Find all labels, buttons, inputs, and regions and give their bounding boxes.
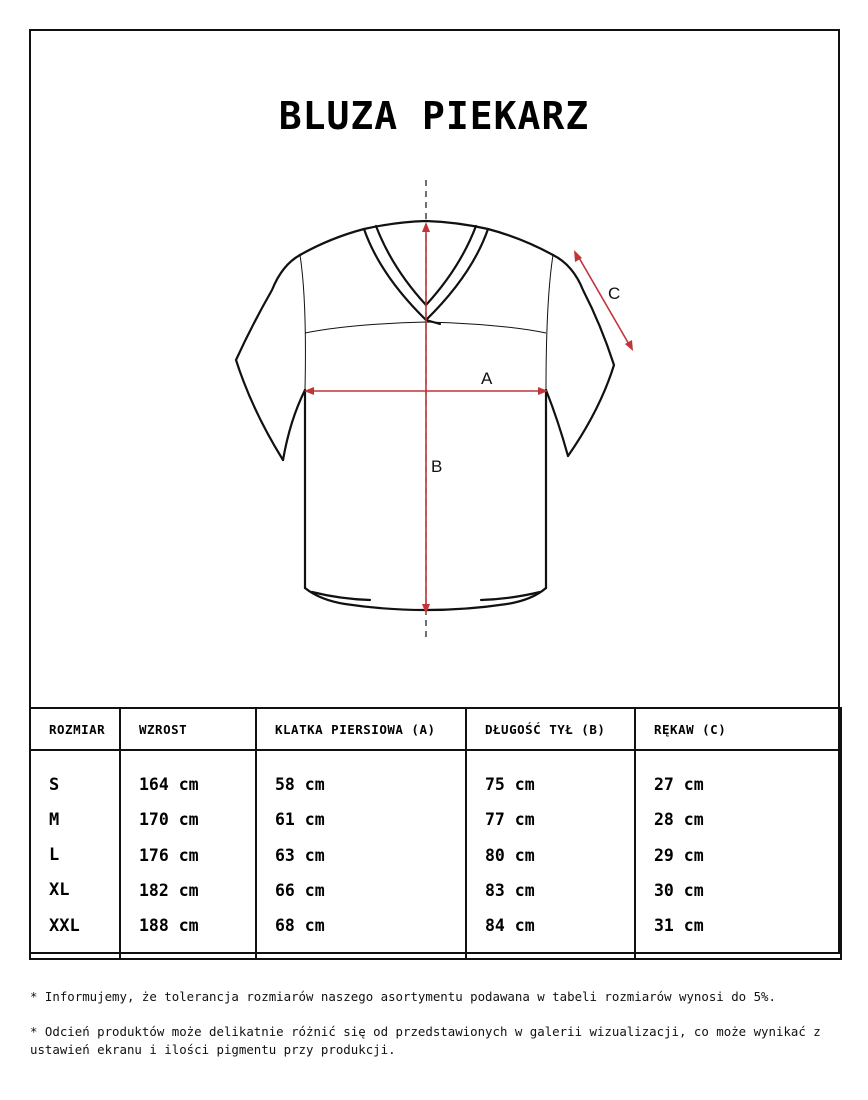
- cell-back-length: 77 cm: [466, 802, 635, 837]
- cell-height: 182 cm: [120, 873, 256, 908]
- label-c: C: [608, 284, 621, 303]
- header-height: WZROST: [120, 708, 256, 750]
- cell-height: 176 cm: [120, 837, 256, 872]
- footnote-color: * Odcień produktów może delikatnie różnić się od przedstawionych w galerii wizualizacji, co może wynikać z ustawień ekranu i ilości pigmentu przy produkcji.: [30, 1024, 821, 1057]
- cell-back-length: 75 cm: [466, 750, 635, 802]
- footnote-tolerance: * Informujemy, że tolerancja rozmiarów naszego asortymentu podawana w tabeli rozmiarów wynosi do 5%.: [30, 989, 776, 1004]
- measure-c-arrow-bottom: [625, 340, 633, 351]
- cell-chest: 68 cm: [256, 908, 466, 958]
- label-b: B: [431, 457, 443, 476]
- cell-size: S: [30, 750, 120, 802]
- table-row: [30, 750, 841, 802]
- header-chest: KLATKA PIERSIOWA (A): [256, 708, 466, 750]
- cell-sleeve: 27 cm: [635, 750, 841, 802]
- cell-chest: 63 cm: [256, 837, 466, 872]
- measure-b-arrow-top: [422, 222, 430, 232]
- measurement-lines: [304, 222, 633, 614]
- cell-chest: 61 cm: [256, 802, 466, 837]
- measure-c-line: [578, 256, 630, 346]
- table-header-row: [30, 708, 841, 750]
- cell-size: M: [30, 802, 120, 837]
- cell-sleeve: 28 cm: [635, 802, 841, 837]
- table-row: [30, 873, 841, 908]
- cell-sleeve: 30 cm: [635, 873, 841, 908]
- cell-height: 188 cm: [120, 908, 256, 958]
- cell-size: XL: [30, 873, 120, 908]
- cell-sleeve: 29 cm: [635, 837, 841, 872]
- table-row: [30, 802, 841, 837]
- table-row: [30, 837, 841, 872]
- page-title: BLUZA PIEKARZ: [278, 94, 590, 138]
- table-row: [30, 908, 841, 958]
- cell-height: 164 cm: [120, 750, 256, 802]
- header-size: ROZMIAR: [30, 708, 120, 750]
- cell-chest: 66 cm: [256, 873, 466, 908]
- cell-back-length: 83 cm: [466, 873, 635, 908]
- header-back-length: DŁUGOŚĆ TYŁ (B): [466, 708, 635, 750]
- cell-size: L: [30, 837, 120, 872]
- cell-sleeve: 31 cm: [635, 908, 841, 958]
- cell-chest: 58 cm: [256, 750, 466, 802]
- label-a: A: [481, 369, 493, 388]
- cell-size: XXL: [30, 908, 120, 958]
- size-table: [29, 707, 842, 960]
- cell-height: 170 cm: [120, 802, 256, 837]
- cell-back-length: 84 cm: [466, 908, 635, 958]
- header-sleeve: RĘKAW (C): [635, 708, 841, 750]
- footnotes: [30, 988, 850, 1076]
- cell-back-length: 80 cm: [466, 837, 635, 872]
- shirt-outline: [236, 221, 614, 610]
